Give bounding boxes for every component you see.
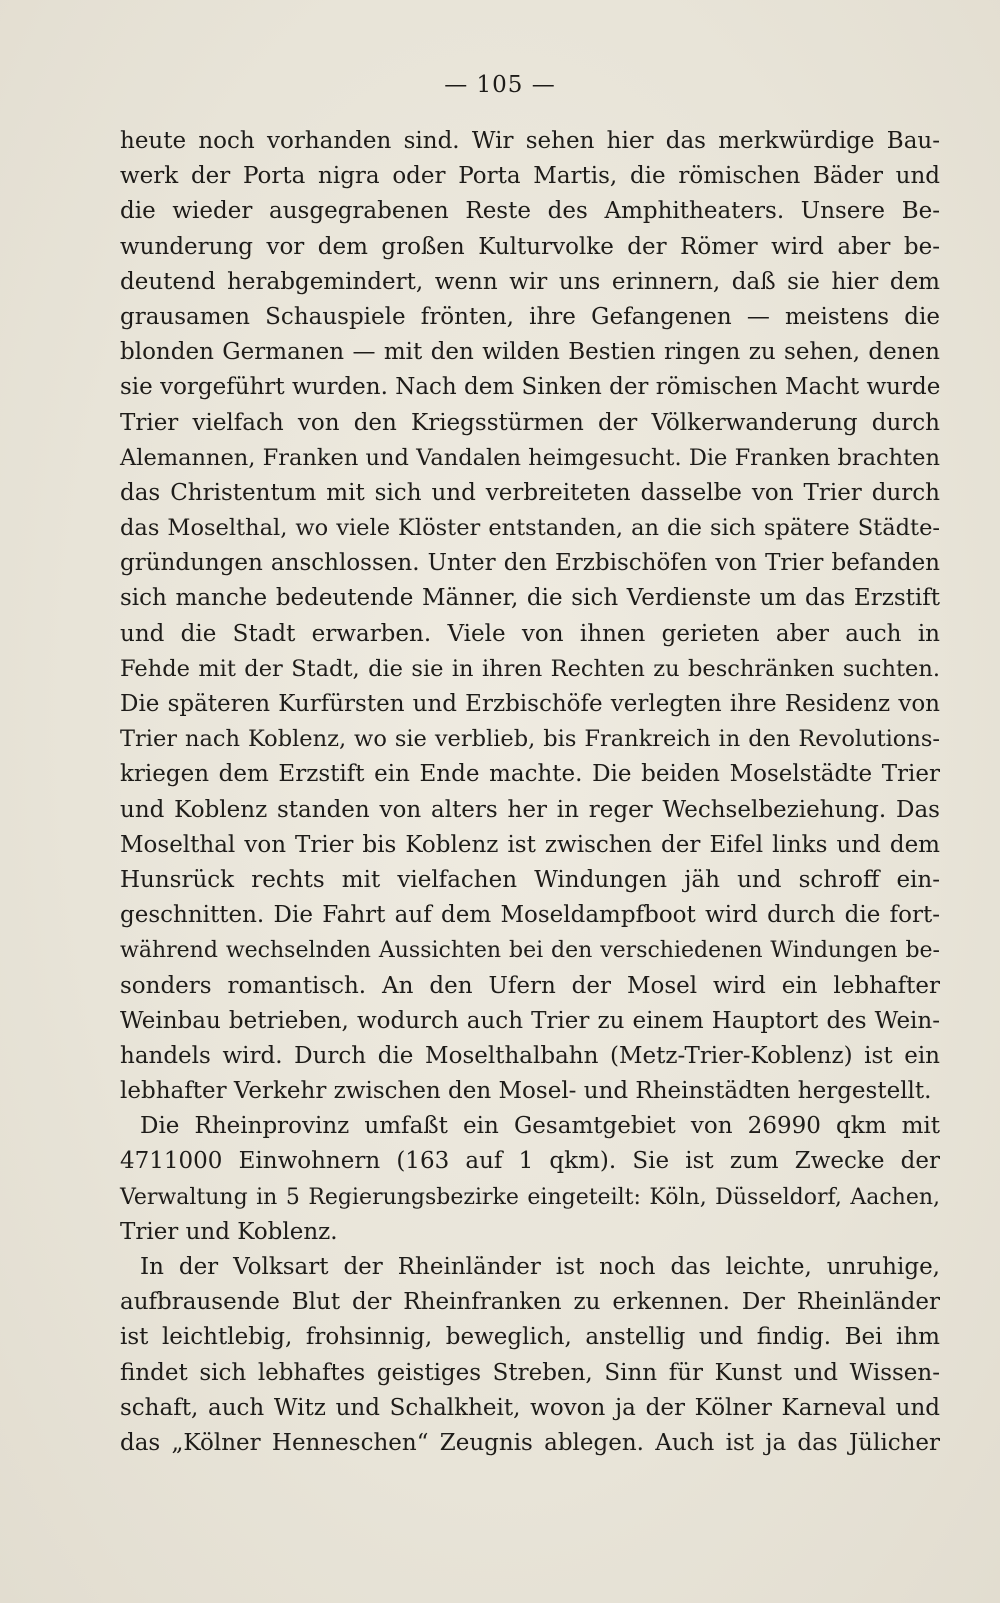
text-line: werk der Porta nigra oder Porta Martis, die römischen Bäder und — [120, 163, 940, 190]
text-line: blonden Germanen — mit den wilden Bestien ringen zu sehen, denen — [120, 339, 940, 366]
text-line: Trier und Koblenz. — [120, 1218, 338, 1245]
text-line: die wieder ausgegrabenen Reste des Amphitheaters. Unsere Be- — [120, 198, 940, 225]
page-number: — 105 — — [444, 72, 556, 98]
text-line: geschnitten. Die Fahrt auf dem Moseldampfboot wird durch die fort- — [120, 902, 940, 929]
text-line: Die Rheinprovinz umfaßt ein Gesamtgebiet von 26990 qkm mit — [140, 1113, 940, 1140]
text-line: das Moselthal, wo viele Klöster entstanden, an die sich spätere Städte- — [120, 515, 940, 542]
text-line: deutend herabgemindert, wenn wir uns erinnern, daß sie hier dem — [120, 268, 940, 295]
text-line: heute noch vorhanden sind. Wir sehen hier das merkwürdige Bau- — [120, 128, 940, 154]
text-line: sonders romantisch. An den Ufern der Mosel wird ein lebhafter — [120, 972, 940, 999]
text-line: findet sich lebhaftes geistiges Streben, Sinn für Kunst und Wissen- — [120, 1359, 940, 1386]
text-line: und Koblenz standen von alters her in reger Wechselbeziehung. Das — [120, 796, 940, 823]
text-line: Alemannen, Franken und Vandalen heimgesucht. Die Franken brachten — [120, 444, 940, 471]
text-line: sie vorgeführt wurden. Nach dem Sinken der römischen Macht wurde — [120, 374, 941, 401]
text-line: Trier vielfach von den Kriegsstürmen der Völkerwanderung durch — [120, 409, 940, 436]
text-line: 4711000 Einwohnern (163 auf 1 qkm). Sie ist zum Zwecke der — [120, 1148, 940, 1175]
text-line: Fehde mit der Stadt, die sie in ihren Rechten zu beschränken suchten. — [120, 655, 940, 682]
text-line: gründungen anschlossen. Unter den Erzbischöfen von Trier befanden — [120, 550, 940, 577]
text-line: während wechselnden Aussichten bei den verschiedenen Windungen be- — [120, 938, 940, 964]
text-line: sich manche bedeutende Männer, die sich Verdienste um das Erzstift — [120, 585, 940, 612]
text-line: Trier nach Koblenz, wo sie verblieb, bis Frankreich in den Revolutions- — [120, 726, 940, 753]
text-line: Die späteren Kurfürsten und Erzbischöfe verlegten ihre Residenz von — [120, 691, 940, 717]
text-line: grausamen Schauspiele frönten, ihre Gefangenen — meistens die — [120, 303, 940, 330]
text-line: lebhafter Verkehr zwischen den Mosel- und Rheinstädten hergestellt. — [120, 1078, 932, 1105]
text-line: und die Stadt erwarben. Viele von ihnen gerieten aber auch in — [120, 620, 940, 647]
text-line: das „Kölner Henneschen“ Zeugnis ablegen. Auch ist ja das Jülicher — [120, 1429, 940, 1456]
text-line: wunderung vor dem großen Kulturvolke der Römer wird aber be- — [120, 233, 940, 260]
text-line: das Christentum mit sich und verbreiteten dasselbe von Trier durch — [120, 479, 940, 506]
text-line: Moselthal von Trier bis Koblenz ist zwischen der Eifel links und dem — [120, 831, 940, 858]
text-line: Weinbau betrieben, wodurch auch Trier zu einem Hauptort des Wein- — [120, 1007, 940, 1034]
text-line: ist leichtlebig, frohsinnig, beweglich, anstellig und findig. Bei ihm — [120, 1324, 940, 1351]
text-line: schaft, auch Witz und Schalkheit, wovon ja der Kölner Karneval und — [120, 1394, 940, 1421]
body-text — [120, 124, 940, 1461]
text-line: Hunsrück rechts mit vielfachen Windungen jäh und schroff ein- — [120, 866, 940, 893]
text-line: In der Volksart der Rheinländer ist noch das leichte, unruhige, — [140, 1254, 940, 1280]
text-line: kriegen dem Erzstift ein Ende machte. Die beiden Moselstädte Trier — [120, 761, 940, 788]
text-line: handels wird. Durch die Moselthalbahn (Metz-Trier-Koblenz) ist ein — [120, 1042, 940, 1069]
text-line: Verwaltung in 5 Regierungsbezirke eingeteilt: Köln, Düsseldorf, Aachen, — [120, 1184, 940, 1210]
text-line: aufbrausende Blut der Rheinfranken zu erkennen. Der Rheinländer — [120, 1289, 940, 1316]
